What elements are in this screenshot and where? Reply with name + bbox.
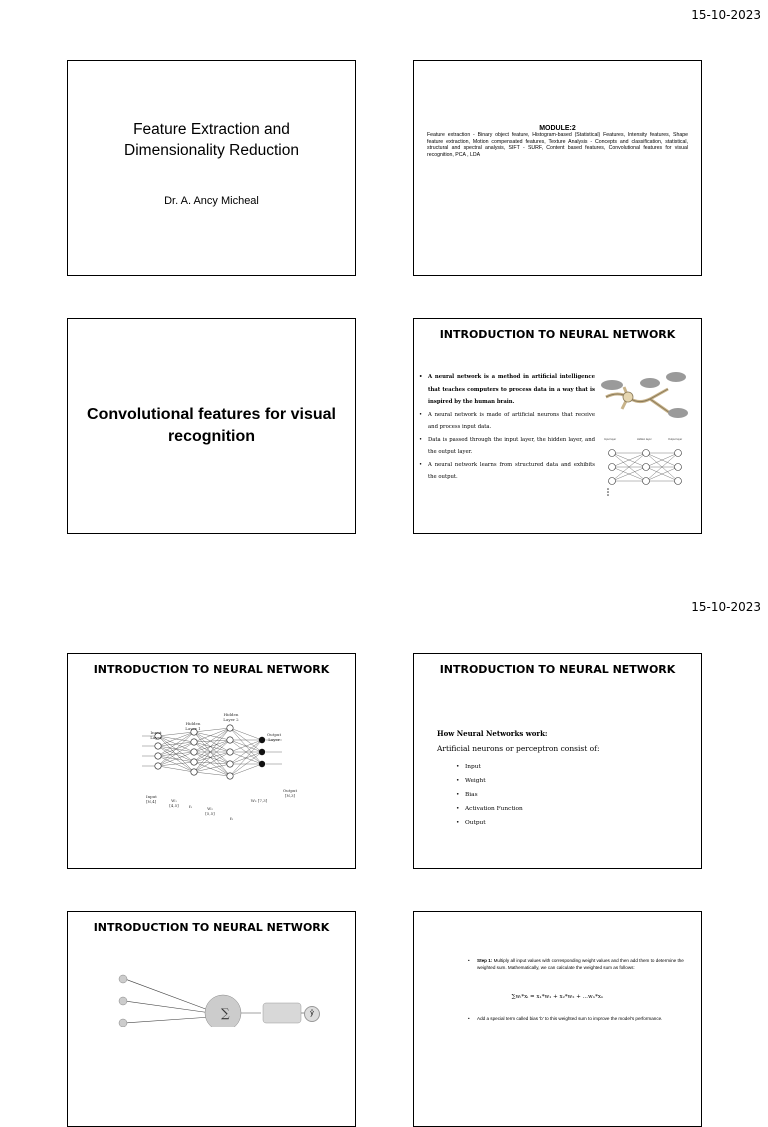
module-heading: MODULE:2 [539,125,576,132]
slide-intro-text: Artificial neurons or perceptron consist of: [437,744,600,753]
page-date: 15-10-2023 [691,8,761,22]
output-shape-label: Output [N,3] [282,788,298,798]
brain-neuron-illustration [598,369,690,421]
w1-label: W₁ [4,5] [169,798,179,808]
module-syllabus-text: Feature extraction - Binary object feature, Histogram-based (Statistical) Features, Intensity features, Shape feature extraction, Motion compensated features, Texture Analysis - Concepts and classification, statistical, structural and spectral analysis, SIFT - SURF, Content based features, Convolutional features for visual recognition, PCA , LDA [427,132,688,158]
step-1-label: Step 1: [477,958,493,963]
perceptron-components-list [456,760,523,830]
slide-title: Feature Extraction and Dimensionality Reduction [124,121,299,159]
neural-network-icon [602,441,688,497]
slide-title: INTRODUCTION TO NEURAL NETWORK [439,328,676,341]
list-item: • Bias [456,788,523,802]
slide-title: INTRODUCTION TO NEURAL NETWORK [439,663,676,676]
hidden-layer-2-label: Hidden Layer 2 [223,712,239,722]
list-item: • Output [456,816,523,830]
page-date: 15-10-2023 [691,600,761,614]
slide-intro-neural-network-1: INTRODUCTION TO NEURAL NETWORK • A neural network is a method in artificial intelligence that teaches computers to process data in a way that is inspired by the human brain. • A neural network is made of artificial neurons that receive and process input data. • Data is passed through the input layer, the hidden layer, and the output layer. • A neural network learns from structured data and exhibits the output. Input layer Hidden layer Output layer [413,318,702,534]
perceptron-diagram [113,967,313,1027]
slide-title: INTRODUCTION TO NEURAL NETWORK [93,663,330,676]
list-item: • Input [456,760,523,774]
bullet-item: • A neural network is a method in artificial intelligence that teaches computers to process data in a way that is inspired by the human brain. [419,371,595,409]
slide-module-2 [413,60,702,276]
diagram-labels [68,654,356,869]
slide-title: INTRODUCTION TO NEURAL NETWORK [93,921,330,934]
bullet-item: • A neural network is made of artificial neurons that receive and process input data. [419,409,595,434]
w3-label: W₃ [7,3] [250,798,268,803]
list-item: • Activation Function [456,802,523,816]
output-node: ŷ [304,1006,320,1022]
slide-author: Dr. A. Ancy Micheal [164,195,259,207]
slide-subtitle: How Neural Networks work: [437,729,548,738]
slide-intro-neural-network-3 [67,911,356,1127]
bias-bullets [468,1015,688,1022]
slide-step-weighted-sum [413,911,702,1127]
slide-title-feature-extraction [67,60,356,276]
input-layer-label: Input Layer [150,730,162,740]
bullet-item: • A neural network learns from structured data and exhibits the output. [419,459,595,484]
input-shape-label: Input [N,4] [146,794,157,804]
slide-how-neural-networks-work [413,653,702,869]
hidden-layer-1-label: Hidden Layer 1 [185,721,201,731]
list-item: • Weight [456,774,523,788]
bullet-item: • Data is passed through the input layer, the hidden layer, and the output layer. [419,434,595,459]
output-layer-label: Output Layer [266,732,282,742]
weighted-sum-formula: ∑wᵢ*xᵢ = x₁*w₁ + x₂*w₂ + …wₙ*xₙ [511,994,604,1000]
w2-label: W₂ [5,5] [205,806,215,816]
neural-network-bullets [419,371,595,484]
step-bullets [468,957,688,971]
slide-convolutional-features [67,318,356,534]
step-1-item [468,957,688,971]
f2-label: f₂ [230,816,234,821]
f1-label: f₁ [189,804,193,809]
svg-text:∑: ∑ [221,1006,230,1020]
slide-intro-neural-network-2 [67,653,356,869]
bias-item: • Add a special term called bias 'b' to this weighted sum to improve the model's performance. [468,1015,688,1022]
slide-title: Convolutional features for visual recognition [87,406,336,445]
step-1-text: Multiply all input values with corresponding weight values and then add them to determine the weighted sum. Mathematically, we can calculate the weighted sum as follows: [477,958,684,970]
